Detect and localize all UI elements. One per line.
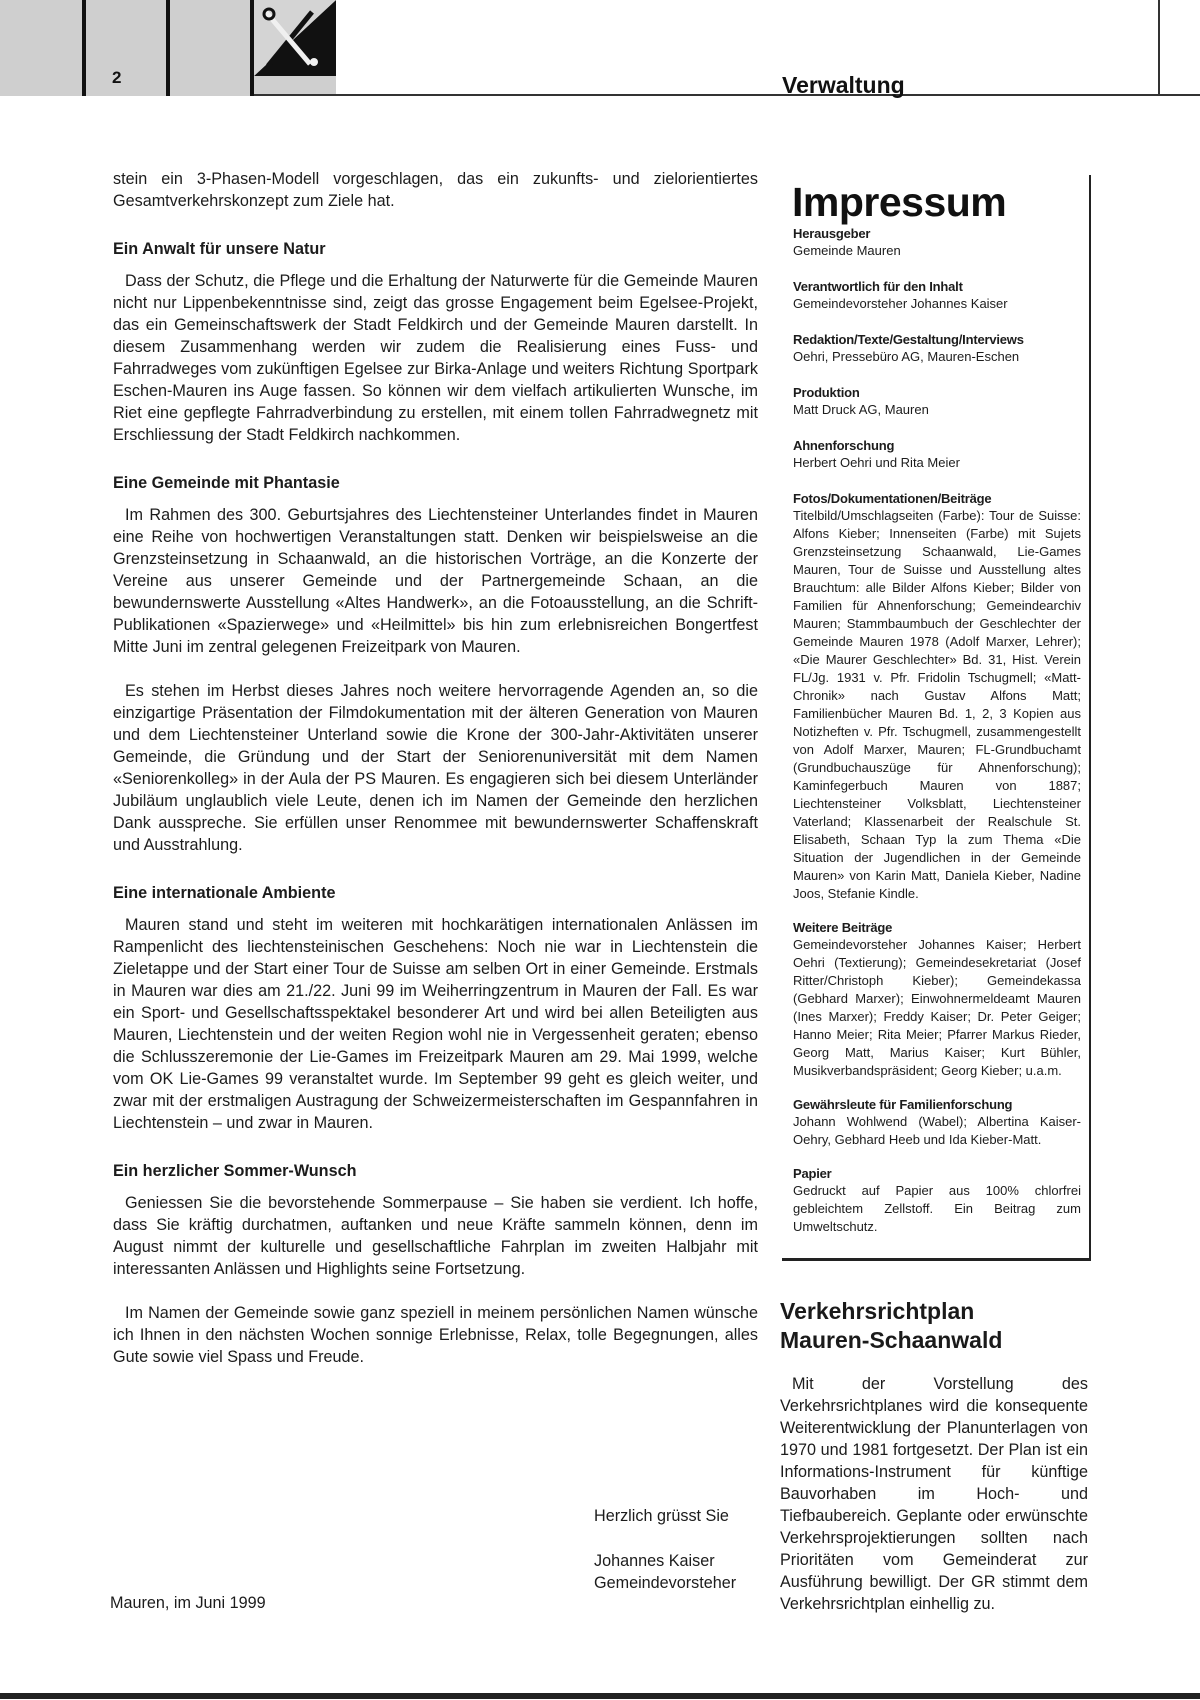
paragraph-ambiente: Mauren stand und steht im weiteren mit hochkarätigen internationalen Anlässen im Rampenlicht des liechtensteinischen Geschehens: Noch nie war in Liechtenstein die Zieletappe und der Start einer Tour de Suisse am selben Ort in einer Gemeinde. Erstmals in Mauren war dies am 21./22. Juni 99 im Weiherringzentrum in Mauren der Fall. Es war ein Sport- und Gesellschaftsspektakel besonderer Art und wird bei allen Beteiligten aus Mauren, Liechtenstein und der weiten Region wohl nie in Vergessenheit geraten; ebenso die Schlusszeremonie der Lie-Games im Freizeitpark Mauren am 29. Mai 1999, welche vom OK Lie-Games 99 veranstaltet wurde. Im September 99 geht es gleich weiter, und zwar mit der erstmaligen Austragung der Schweizermeisterschaften im Gespannfahren in Liechtenstein – und zwar in Mauren. [113, 916, 758, 1132]
impressum-text: Gedruckt auf Papier aus 100% chlorfrei gebleichtem Zellstoff. Ein Beitrag zum Umweltschutz. [793, 1183, 1081, 1234]
paragraph-phantasie-1: Im Rahmen des 300. Geburtsjahres des Liechtensteiner Unterlandes findet in Mauren eine Reihe von hochwertigen Veranstaltungen statt. Denken wir beispielsweise an die Grenzsteinsetzung in Schaanwald, an die historischen Vorträge, an die Konzerte der Vereine aus unserer Gemeinde und der Partnergemeinde Schaan, an die bewundernswerte Ausstellung «Altes Handwerk», an die Fotoausstellung, an die Schrift-Publikationen «Spazierwege» und «Heilmittel» bis hin zum erlebnisreichen Bongertfest Mitte Juni im zentral gelegenen Freizeitpark von Mauren. [113, 506, 758, 656]
impressum-label: Produktion [793, 385, 860, 400]
closing-greeting: Herzlich grüsst Sie [594, 1507, 729, 1525]
paragraph-phantasie-2: Es stehen im Herbst dieses Jahres noch weitere hervorragende Agenden an, so die einzigartige Präsentation der Filmdokumentation mit der älteren Generation von Mauren und dem Liechtensteiner Unterland sowie die Krone der 300-Jahr-Aktivitäten unserer Gemeinde, die Gründung und der Start der Seniorenuniversität mit dem Namen «Seniorenkolleg» in der Aula der PS Mauren. Es engagieren sich bei diesem Unterländer Jubiläum unglaublich viele Leute, denen ich im Namen der Gemeinde den herzlichen Dank ausspreche. Sie erfüllen unser Renommee mit bewundernswerter Schaffenskraft und Ausstrahlung. [113, 682, 758, 854]
impressum-entry [793, 384, 1081, 419]
impressum-text: Johann Wohlwend (Wabel); Albertina Kaiser-Oehry, Gebhard Heeb und Ida Kieber-Matt. [793, 1114, 1081, 1147]
impressum-box-bottom-rule [782, 1258, 1091, 1261]
header-rule [254, 94, 1200, 96]
coat-of-arms-icon [254, 0, 336, 76]
impressum-entry [793, 919, 1081, 1080]
verkehrsrichtplan-title-line2: Mauren-Schaanwald [780, 1327, 1003, 1353]
subheading-ambiente: Eine internationale Ambiente [113, 884, 336, 902]
subheading-phantasie: Eine Gemeinde mit Phantasie [113, 474, 340, 492]
paragraph-sommer-1: Geniessen Sie die bevorstehende Sommerpause – Sie haben sie verdient. Ich hoffe, dass Sie kräftig durchatmen, auftanken und neue Kräfte sammeln können, denn im August nimmt der kulturelle und gesellschaftliche Fahrplan im zweiten Halbjahr mit interessanten Anlässen und Highlights seine Fortsetzung. [113, 1194, 758, 1278]
intro-paragraph: stein ein 3-Phasen-Modell vorgeschlagen, das ein zukunfts- und zielorientiertes Gesamtverkehrskonzept zum Ziele hat. [113, 170, 758, 210]
impressum-text: Gemeindevorsteher Johannes Kaiser [793, 296, 1008, 311]
impressum-entry [793, 490, 1081, 903]
impressum-text: Titelbild/Umschlagseiten (Farbe): Tour de Suisse: Alfons Kieber; Innenseiten (Farbe) mit Sujets Grenzsteinsetzung Schaanwald, Lie-Games Mauren, Tour de Suisse und Ausstellung altes Brauchtum: alle Bilder Alfons Kieber; Bilder von Familien für Ahnenforschung; Gemeindearchiv Mauren; Stammbaumbuch der Geschlechter der Gemeinde Mauren 1978 (Adolf Marxer, Lehrer); «Die Maurer Geschlechter» Bd. 31, Hist. Verein FL/Jg. 1931 v. Pfr. Fridolin Tschugmell; «Matt-Chronik» nach Gustav Alfons Matt; Familienbücher Mauren Bd. 1, 2, 3 Kopien aus Notizheften v. Pfr. Tschugmell, zusammengestellt von Adolf Marxer, Mauren; FL-Grundbuchamt (Grundbuchauszüge für Ahnenforschung); Kaminfegerbuch Mauren von 1887; Liechtensteiner Volksblatt, Liechtensteiner Vaterland; Klassenarbeit der Realschule St. Elisabeth, Schaan Typ la zum Thema «Die Situation der Jugendlichen in der Gemeinde Mauren» von Karin Matt, Daniela Kieber, Nadine Joos, Stefanie Kindle. [793, 508, 1081, 901]
subheading-sommer: Ein herzlicher Sommer-Wunsch [113, 1162, 357, 1180]
verkehrsrichtplan-text: Mit der Vorstellung des Verkehrsrichtplanes wird die konsequente Weiterentwicklung der Planunterlagen von 1970 und 1981 fortgesetzt. Der Plan ist ein Informations-Instrument für künftige Bauvorhaben im Hoch- und Tiefbaubereich. Geplante oder erwünschte Verkehrsprojektierungen sollten nach Prioritäten vom Gemeinderat zur Ausführung bewilligt. Der GR stimmt dem Verkehrsrichtplan einhellig zu. [780, 1375, 1088, 1613]
impressum-title: Impressum [792, 179, 1007, 225]
impressum-entry [793, 437, 1081, 472]
page-bottom-edge [0, 1693, 1200, 1699]
impressum-label: Herausgeber [793, 226, 871, 241]
impressum-entry [793, 1096, 1081, 1149]
impressum-label: Papier [793, 1166, 832, 1181]
main-article [113, 168, 758, 1368]
impressum-label: Redaktion/Texte/Gestaltung/Interviews [793, 332, 1024, 347]
impressum-entry [793, 225, 1081, 260]
impressum-text: Matt Druck AG, Mauren [793, 402, 929, 417]
impressum-label: Verantwortlich für den Inhalt [793, 279, 963, 294]
impressum-text: Gemeinde Mauren [793, 243, 901, 258]
impressum-entry [793, 278, 1081, 313]
impressum-entry [793, 1165, 1081, 1236]
header-divider [166, 0, 170, 96]
signature-title: Gemeindevorsteher [594, 1574, 737, 1592]
impressum-entry [793, 331, 1081, 366]
impressum-label: Gewährsleute für Familienforschung [793, 1097, 1013, 1112]
section-title: Verwaltung [782, 72, 905, 98]
paragraph-sommer-2: Im Namen der Gemeinde sowie ganz speziell in meinem persönlichen Namen wünsche ich Ihnen in den nächsten Wochen sonnige Erlebnisse, Relax, tolle Begegnungen, alles Gute sowie viel Spass und Freude. [113, 1304, 758, 1366]
verkehrsrichtplan-title-line1: Verkehrsrichtplan [780, 1298, 975, 1324]
signature [594, 1550, 736, 1594]
impressum-box-right-rule [1089, 175, 1091, 1261]
header-right-rule [1158, 0, 1160, 96]
impressum-label: Weitere Beiträge [793, 920, 893, 935]
verkehrsrichtplan-title [780, 1297, 1100, 1355]
impressum-text: Herbert Oehri und Rita Meier [793, 455, 960, 470]
impressum-text: Oehri, Pressebüro AG, Mauren-Eschen [793, 349, 1020, 364]
impressum-body [793, 225, 1081, 1246]
signature-name: Johannes Kaiser [594, 1552, 715, 1570]
header-divider [82, 0, 86, 96]
page-number: 2 [112, 68, 122, 87]
impressum-label: Fotos/Dokumentationen/Beiträge [793, 491, 992, 506]
impressum-text: Gemeindevorsteher Johannes Kaiser; Herbert Oehri (Textierung); Gemeindesekretariat (Josef Ritter/Christoph Kieber); Gemeindekassa (Gebhard Marxer); Einwohnermeldeamt Mauren (Ines Marxer); Freddy Kaiser; Dr. Peter Geiger; Hanno Meier; Rita Meier; Pfarrer Markus Rieder, Georg Matt, Marius Kaiser; Kurt Bühler, Musikverbandspräsident; Georg Kieber; u.a.m. [793, 937, 1081, 1078]
dateline: Mauren, im Juni 1999 [110, 1594, 266, 1612]
subheading-natur: Ein Anwalt für unsere Natur [113, 240, 326, 258]
paragraph-natur: Dass der Schutz, die Pflege und die Erhaltung der Naturwerte für die Gemeinde Mauren nicht nur Lippenbekenntnisse sind, zeigt das grosse Engagement beim Egelsee-Projekt, das ein Gemeinschaftswerk der Stadt Feldkirch und der Gemeinde Mauren darstellt. In diesem Zusammenhang werden wir zudem die Realisierung eines Fuss- und Fahrradweges vom zukünftigen Egelsee zur Birka-Anlage und weiters Richtung Sportpark Eschen-Mauren ins Auge fassen. So können wir dem vielfach artikulierten Wunsche, im Riet eine gepflegte Fahrradverbindung zu erstellen, mit einem tollen Fahrradwegnetz mit Erschliessung der Stadt Feldkirch nachkommen. [113, 272, 758, 444]
impressum-label: Ahnenforschung [793, 438, 895, 453]
